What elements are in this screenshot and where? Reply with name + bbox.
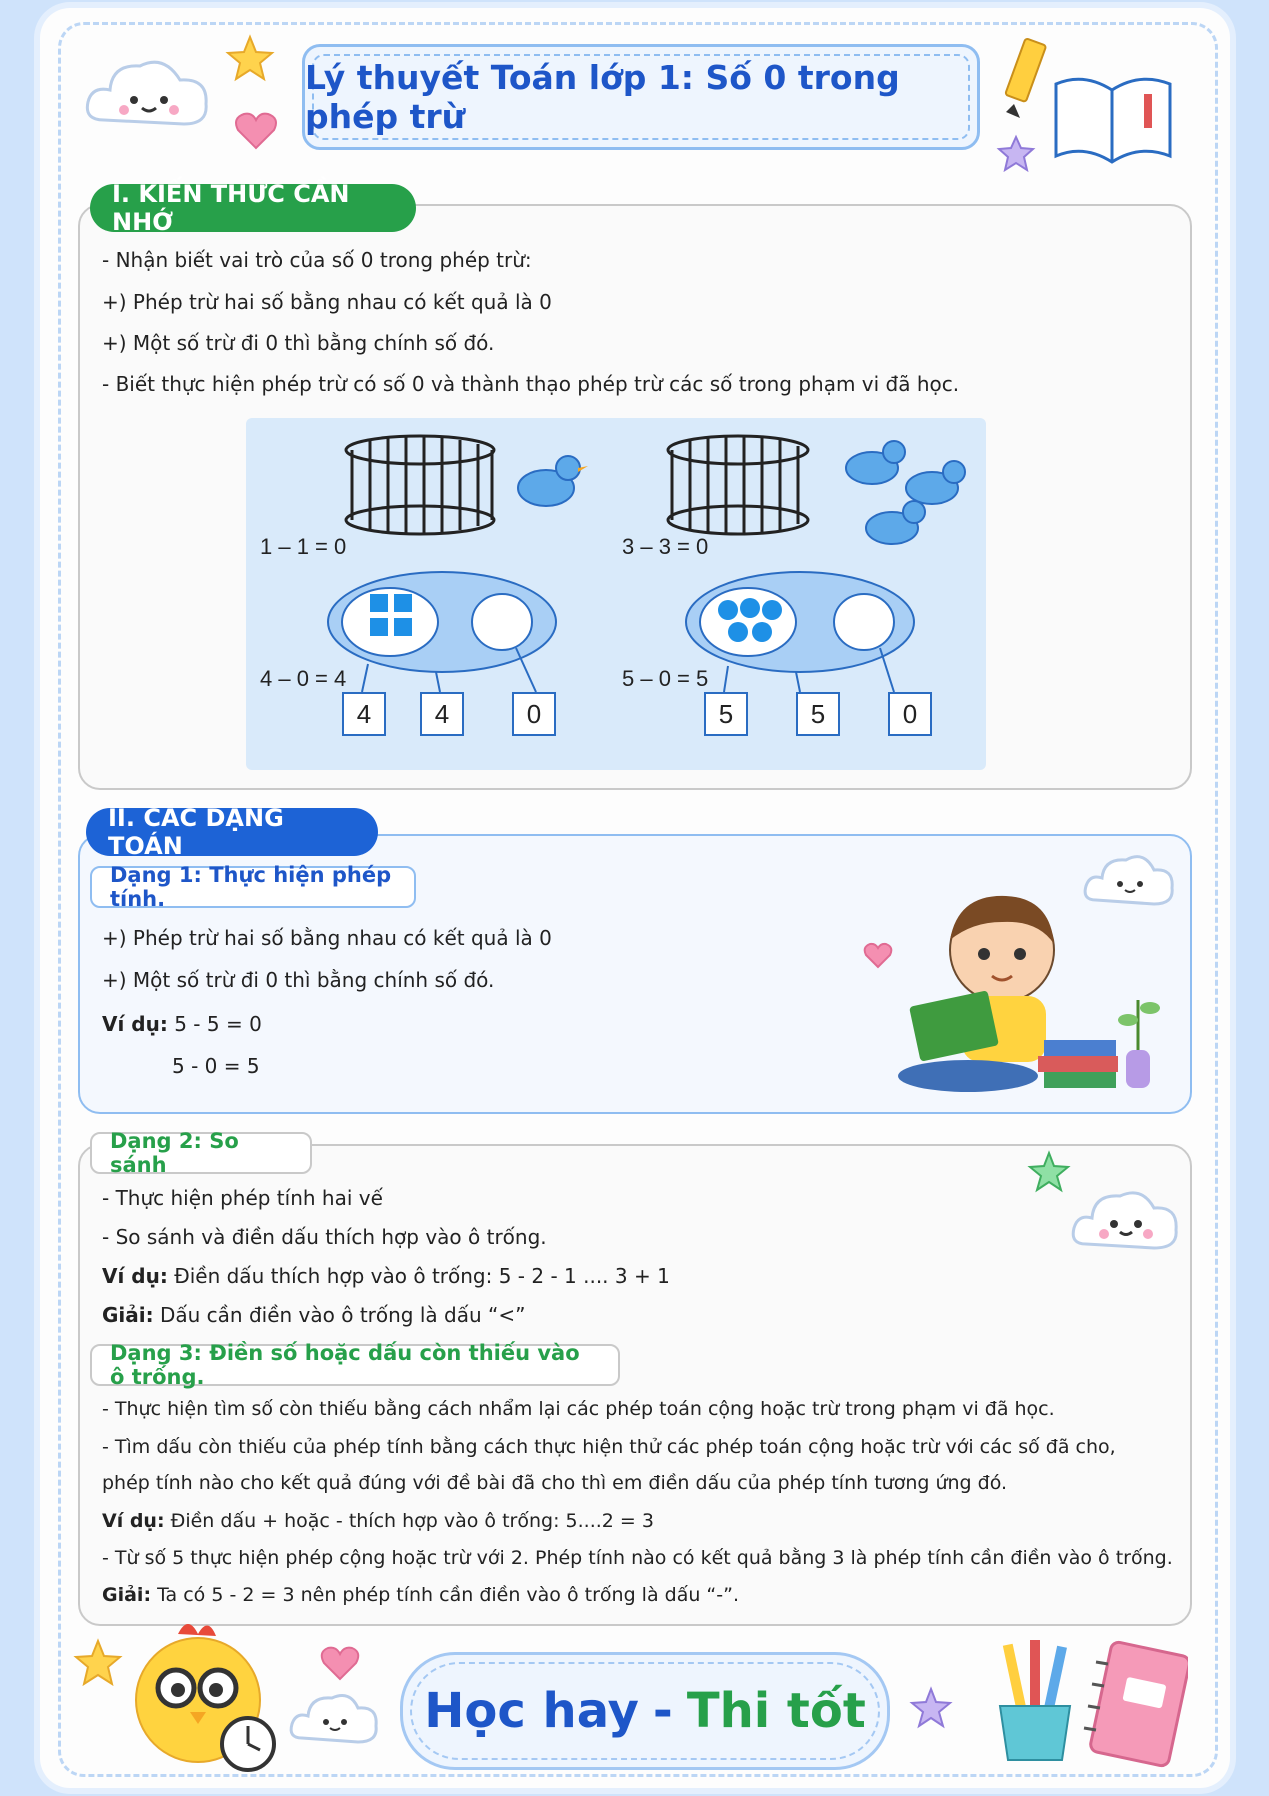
type1-line-2: +) Một số trừ đi 0 thì bằng chính số đó. [102, 968, 495, 992]
answer-box-right-3: 0 [888, 692, 932, 736]
cloud-icon [84, 50, 214, 140]
type3-example [102, 1510, 654, 1532]
page-title: Lý thuyết Toán lớp 1: Số 0 trong phép trừ [305, 58, 900, 136]
type3-example-label: Ví dụ: [102, 1510, 165, 1532]
answer-box-right-2: 5 [796, 692, 840, 736]
type2-solution-label: Giải: [102, 1303, 154, 1327]
answer-box-left-3: 0 [512, 692, 556, 736]
type3-solution-label: Giải: [102, 1584, 152, 1606]
pencil-icon [1000, 32, 1050, 122]
answer-box-left-1: 4 [342, 692, 386, 736]
star-icon-purple [908, 1686, 954, 1730]
knowledge-line-3: +) Một số trừ đi 0 thì bằng chính số đó. [102, 331, 495, 355]
cloud-icon-footer [288, 1688, 380, 1750]
type3-label: Dạng 3: Điền số hoặc dấu còn thiếu vào ô trống. [90, 1344, 620, 1386]
title-banner [302, 44, 980, 150]
footer-banner [400, 1652, 890, 1770]
type2-example [102, 1264, 670, 1288]
knowledge-line-2: +) Phép trừ hai số bằng nhau có kết quả là 0 [102, 290, 552, 314]
equation-1: 1 – 1 = 0 [260, 534, 347, 559]
type1-example [102, 1012, 262, 1036]
type3-solution [102, 1584, 739, 1606]
type3-example-text: Điền dấu + hoặc - thích hợp vào ô trống: 5....2 = 3 [170, 1510, 654, 1532]
heart-icon-footer [318, 1642, 362, 1682]
type3-line-4: - Từ số 5 thực hiện phép cộng hoặc trừ với 2. Phép tính nào có kết quả bằng 3 là phép tính cần điền vào ô trống. [102, 1547, 1173, 1569]
type2-line-2: - So sánh và điền dấu thích hợp vào ô trống. [102, 1225, 547, 1249]
illustration-panel [246, 418, 986, 770]
type2-example-label: Ví dụ: [102, 1264, 168, 1288]
star-icon-green [1026, 1150, 1072, 1194]
type1-example-1: 5 - 5 = 0 [174, 1012, 262, 1036]
section-knowledge-heading: I. KIẾN THỨC CẦN NHỚ [90, 184, 416, 232]
equation-4: 5 – 0 = 5 [622, 666, 709, 691]
answer-box-left-2: 4 [420, 692, 464, 736]
type2-line-1: - Thực hiện phép tính hai vế [102, 1186, 383, 1210]
type1-label: Dạng 1: Thực hiện phép tính. [90, 866, 416, 908]
type3-line-3: phép tính nào cho kết quả đúng với đề bài đã cho thì em điền dấu của phép tính tương ứng đó. [102, 1472, 1008, 1494]
footer-text-1: Học hay [424, 1683, 639, 1739]
type2-solution-text: Dấu cần điền vào ô trống là dấu “<” [159, 1303, 526, 1327]
type1-example-2: 5 - 0 = 5 [172, 1054, 260, 1078]
type2-solution [102, 1303, 526, 1327]
set-diagram-right [684, 568, 924, 698]
type3-solution-text: Ta có 5 - 2 = 3 nên phép tính cần điền vào ô trống là dấu “-”. [157, 1584, 739, 1606]
type3-line-2: - Tìm dấu còn thiếu của phép tính bằng cách thực hiện thử các phép toán cộng hoặc trừ với các số đã cho, [102, 1436, 1116, 1458]
equation-2: 3 – 3 = 0 [622, 534, 709, 559]
cloud-icon-3 [1070, 1182, 1180, 1258]
type2-example-text: Điền dấu thích hợp vào ô trống: 5 - 2 - 1 .... 3 + 1 [174, 1264, 670, 1288]
boy-reading-illustration [888, 880, 1168, 1100]
cage-icon [342, 430, 502, 540]
answer-box-right-1: 5 [704, 692, 748, 736]
section-types-heading: II. CÁC DẠNG TOÁN [86, 808, 378, 856]
equation-3: 4 – 0 = 4 [260, 666, 347, 691]
notebook-icon [1078, 1640, 1188, 1770]
knowledge-line-1: - Nhận biết vai trò của số 0 trong phép trừ: [102, 248, 532, 272]
type1-line-1: +) Phép trừ hai số bằng nhau có kết quả là 0 [102, 926, 552, 950]
birds-icon [832, 428, 982, 558]
knowledge-line-4: - Biết thực hiện phép trừ có số 0 và thành thạo phép trừ các số trong phạm vi đã học. [102, 372, 960, 396]
chick-mascot-icon [118, 1614, 288, 1784]
type3-line-1: - Thực hiện tìm số còn thiếu bằng cách nhẩm lại các phép toán cộng hoặc trừ trong phạm vi đã học. [102, 1398, 1055, 1420]
footer-text-2: Thi tốt [686, 1683, 866, 1739]
cage-icon-2 [664, 430, 814, 540]
type1-example-label: Ví dụ: [102, 1012, 168, 1036]
star-icon [225, 34, 275, 84]
bird-icon [510, 448, 590, 518]
star-icon-footer [72, 1638, 124, 1688]
set-diagram-left [326, 568, 566, 698]
footer-dash: - [652, 1683, 673, 1739]
pencil-cup-icon [990, 1636, 1080, 1766]
book-icon [1048, 64, 1178, 174]
heart-icon [232, 108, 280, 152]
type2-label: Dạng 2: So sánh [90, 1132, 312, 1174]
star-icon-small [996, 134, 1036, 174]
